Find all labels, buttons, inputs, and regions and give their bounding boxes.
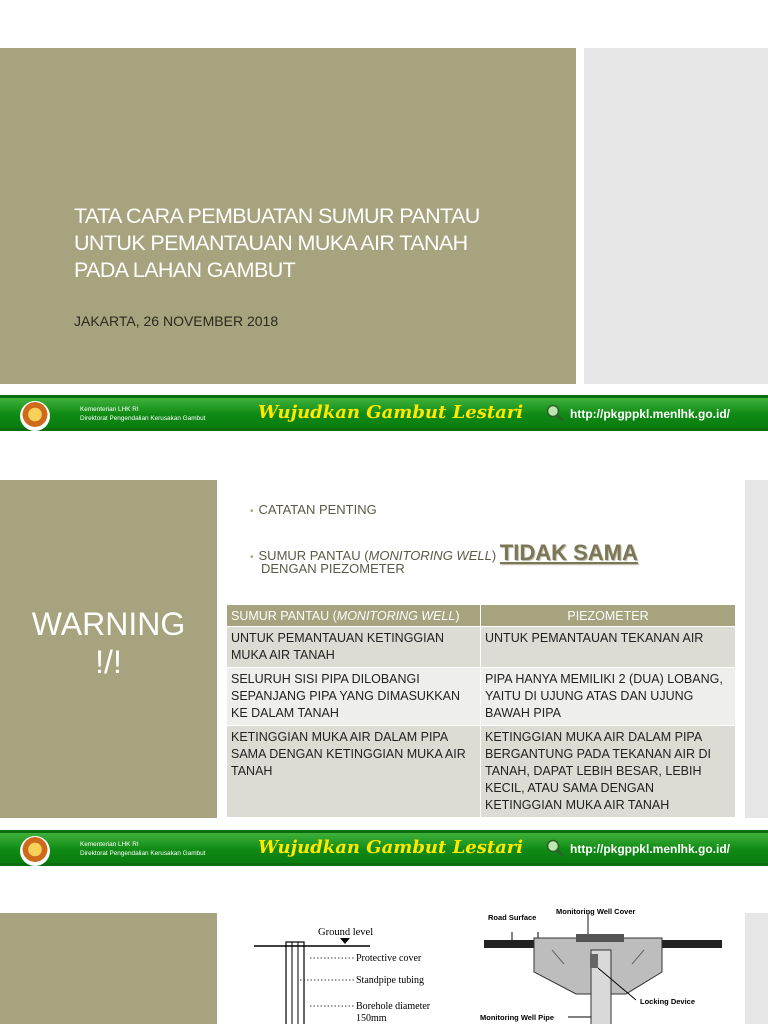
table-row [227, 627, 736, 668]
bullet-text-italic: MONITORING WELL [368, 548, 492, 563]
table-cell: PIPA HANYA MEMILIKI 2 (DUA) LOBANG, YAITU DI UJUNG ATAS DAN UJUNG BAWAH PIPA [481, 668, 736, 726]
table-cell: UNTUK PEMANTAUAN TEKANAN AIR [481, 627, 736, 668]
table-cell: UNTUK PEMANTAUAN KETINGGIAN MUKA AIR TANAH [227, 627, 481, 668]
slide-title [74, 203, 564, 284]
table-header-row [227, 605, 736, 627]
website-link[interactable]: http://pkgppkl.menlhk.go.id/ [570, 842, 730, 856]
table-cell: KETINGGIAN MUKA AIR DALAM PIPA BERGANTUNG PADA TEKANAN AIR DI TANAH, DAPAT LEBIH BESAR, LEBIH KECIL, ATAU SAMA DENGAN KETINGGIAN MUKA AIR TANAH [481, 726, 736, 818]
label-well-cover: Monitoring Well Cover [556, 907, 636, 916]
magnifier-icon [546, 839, 564, 857]
slide-title-line: PADA LAHAN GAMBUT [74, 258, 296, 282]
slide-title-line: UNTUK PEMANTAUAN MUKA AIR TANAH [74, 231, 468, 255]
label-borehole-size: 150mm [356, 1013, 387, 1024]
slide2-side-panel [745, 480, 768, 818]
standpipe-diagram [250, 920, 470, 1024]
label-road-surface: Road Surface [488, 913, 537, 922]
warning-marks: !/! [95, 644, 122, 680]
warning-heading [0, 605, 217, 681]
org-division: Direktorat Pengendalian Kerusakan Gambut [80, 850, 206, 857]
emphasis-text: TIDAK SAMA [499, 540, 638, 565]
header-sumur-pantau [227, 605, 481, 627]
slogan: Wujudkan Gambut Lestari [258, 402, 524, 423]
ministry-logo-icon [20, 401, 50, 431]
website-link[interactable]: http://pkgppkl.menlhk.go.id/ [570, 407, 730, 421]
label-locking-device: Locking Device [640, 997, 696, 1006]
title-slide-side-panel [584, 48, 768, 384]
magnifier-icon [546, 404, 564, 422]
org-division: Direktorat Pengendalian Kerusakan Gambut [80, 415, 206, 422]
bullet-continuation: DENGAN PIEZOMETER [261, 561, 405, 576]
table-row [227, 668, 736, 726]
header-text-post: ) [455, 608, 460, 623]
table-row [227, 726, 736, 818]
org-name: Kementerian LHK RI [80, 841, 139, 848]
bullet-dot-icon: • [250, 506, 254, 517]
label-standpipe-tubing: Standpipe tubing [356, 975, 425, 986]
header-piezometer: PIEZOMETER [481, 605, 736, 627]
slide3-side-panel [745, 913, 768, 1024]
table-cell: SELURUH SISI PIPA DILOBANGI SEPANJANG PIPA YANG DIMASUKKAN KE DALAM TANAH [227, 668, 481, 726]
header-text-pre: SUMUR PANTAU ( [231, 608, 337, 623]
footer-banner [0, 395, 768, 431]
org-name: Kementerian LHK RI [80, 406, 139, 413]
slide-date: JAKARTA, 26 NOVEMBER 2018 [74, 313, 279, 329]
warning-word: WARNING [31, 606, 186, 642]
ministry-logo-icon [20, 836, 50, 866]
header-text-italic: MONITORING WELL [336, 608, 456, 623]
label-borehole-diameter: Borehole diameter [356, 1001, 431, 1012]
bullet-catatan [250, 502, 377, 517]
bullet-dot-icon: • [250, 552, 254, 563]
slide3-left-panel [0, 913, 217, 1024]
table-cell: KETINGGIAN MUKA AIR DALAM PIPA SAMA DENGAN KETINGGIAN MUKA AIR TANAH [227, 726, 481, 818]
label-ground-level: Ground level [318, 927, 374, 938]
label-well-pipe: Monitoring Well Pipe [480, 1013, 555, 1022]
bullet-text-pre: SUMUR PANTAU ( [258, 548, 369, 563]
footer-banner [0, 830, 768, 866]
monitoring-well-diagram [476, 902, 738, 1024]
comparison-table [226, 604, 736, 818]
label-protective-cover: Protective cover [356, 953, 422, 964]
bullet-text: CATATAN PENTING [258, 502, 377, 517]
bullet-text-post: ) [491, 548, 497, 563]
slogan: Wujudkan Gambut Lestari [258, 837, 524, 858]
slide-title-line: TATA CARA PEMBUATAN SUMUR PANTAU [74, 204, 480, 228]
